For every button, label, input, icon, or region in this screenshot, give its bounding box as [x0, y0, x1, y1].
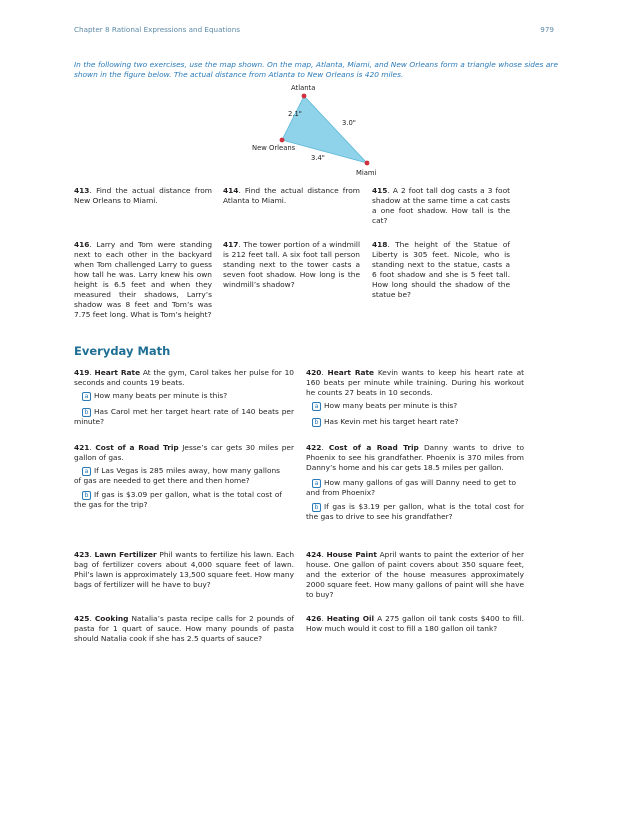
exercise-number: 419 [74, 368, 90, 377]
exercise-number: 417 [223, 240, 239, 249]
exercise-text: A 2 foot tall dog casts a 3 foot shadow at the same time a cat casts a one foot shadow. How tall is the cat? [372, 186, 510, 225]
subpart-a [306, 401, 524, 411]
exercise-number: 424 [306, 550, 322, 559]
exercise-text: Jesse’s car gets 30 miles per gallon of gas. [74, 443, 294, 462]
intro-instructions: In the following two exercises, use the map shown. On the map, Atlanta, Miami, and New Orleans form a triangle whose sides are shown in the figure below. The actual distance from Atlanta to New Orleans is 420 miles. [74, 60, 558, 80]
subpart-b [74, 407, 294, 427]
exercise-title: Cost of a Road Trip [95, 443, 179, 452]
chapter-header: Chapter 8 Rational Expressions and Equations [74, 25, 240, 34]
subpart-a-label: a [82, 467, 91, 476]
subpart-text: How many beats per minute is this? [94, 391, 228, 400]
exercise-title: Cost of a Road Trip [328, 443, 419, 452]
exercise-text: Kevin wants to keep his heart rate at 160 beats per minute while training. During his workout he counts 27 beats in 10 seconds. [306, 368, 525, 397]
exercise-text: Find the actual distance from New Orleans to Miami. [74, 186, 212, 205]
exercise-text: Phil wants to fertilize his lawn. Each bag of fertilizer covers about 4,000 square feet of lawn. Phil’s lawn is approximately 13,500 square feet. How many bags of fertilizer will he have to buy? [74, 550, 295, 589]
exercise-415: 415. A 2 foot tall dog casts a 3 foot shadow at the same time a cat casts a one foot shadow. How tall is the cat? [372, 186, 510, 225]
exercise-title: Cooking [94, 614, 129, 623]
new-orleans-point [280, 138, 285, 143]
exercise-423: 423. Lawn Fertilizer Phil wants to fertilize his lawn. Each bag of fertilizer covers about 4,000 square feet of lawn. Phil’s lawn is approximately 13,500 square feet. How many bags of fertilizer will he have to buy? [74, 550, 295, 589]
page-number: 979 [540, 25, 554, 34]
exercise-413: 413. Find the actual distance from New Orleans to Miami. [74, 186, 212, 205]
exercise-number: 413 [74, 186, 90, 195]
exercise-422: 422. Cost of a Road Trip Danny wants to drive to Phoenix to see his grandfather. Phoenix is 370 miles from Danny’s home and his car gets 18.5 miles per gallon. a How many gallons of gas will Danny need to get to and from Phoenix? b If gas is $3.19 per gallon, what is the total cost for the gas to drive to see his grandfather? [306, 443, 524, 521]
exercise-419: 419. Heart Rate At the gym, Carol takes her pulse for 10 seconds and counts 19 beats. a How many beats per minute is this? b Has Carol met her target heart rate of 140 beats per minute? [74, 368, 294, 426]
subpart-text: How many beats per minute is this? [324, 401, 458, 410]
side-b-label: 3.0" [342, 119, 356, 127]
exercise-title: Heating Oil [326, 614, 375, 623]
exercise-text: Danny wants to drive to Phoenix to see his grandfather. Phoenix is 370 miles from Danny’s home and his car gets 18.5 miles per gallon. [306, 443, 524, 472]
exercise-416: 416. Larry and Tom were standing next to each other in the backyard when Tom challenged Larry to guess how tall he was. Larry knew his own height is 6.5 feet and when they measured their shadows, Larry’s shadow was 8 feet and Tom’s was 7.75 feet long. What is Tom’s height? [74, 240, 213, 319]
exercise-title: Heart Rate [327, 368, 375, 377]
exercise-420: 420. Heart Rate Kevin wants to keep his heart rate at 160 beats per minute while training. During his workout he counts 27 beats in 10 seconds. a How many beats per minute is this? b Has Kevin met his target heart rate? [306, 368, 525, 426]
exercise-426: 426. Heating Oil A 275 gallon oil tank costs $400 to fill. How much would it cost to fill a 180 gallon oil tank? [306, 614, 524, 633]
subpart-b-label: b [312, 503, 321, 512]
exercise-text: At the gym, Carol takes her pulse for 10 seconds and counts 19 beats. [74, 368, 294, 387]
exercise-title: Heart Rate [94, 368, 141, 377]
atlanta-label: Atlanta [291, 84, 316, 92]
subpart-a [306, 478, 524, 498]
exercise-number: 414 [223, 186, 239, 195]
subpart-b-label: b [82, 408, 91, 417]
subpart-a [74, 391, 294, 401]
section-title: Everyday Math [74, 344, 171, 358]
subpart-b [74, 490, 294, 510]
exercise-text: A 275 gallon oil tank costs $400 to fill. How much would it cost to fill a 180 gallon oil tank? [306, 614, 524, 633]
subpart-text: If gas is $3.19 per gallon, what is the total cost for the gas to drive to see his grandfather? [306, 502, 524, 521]
exercise-text: Larry and Tom were standing next to each other in the backyard when Tom challenged Larry to guess how tall he was. Larry knew his own height is 6.5 feet and when they measured their shadows, Larry’s shadow was 8 feet and Tom’s was 7.75 feet long. What is Tom’s height? [74, 240, 213, 319]
atlanta-point [302, 94, 307, 99]
triangle-shape [282, 96, 367, 163]
exercise-number: 425 [74, 614, 90, 623]
subpart-text: If Las Vegas is 285 miles away, how many gallons of gas are needed to get there and then home? [74, 466, 280, 485]
exercise-number: 418 [372, 240, 388, 249]
exercise-text: The tower portion of a windmill is 212 feet tall. A six foot tall person standing next to the tower casts a seven foot shadow. How long is the windmill’s shadow? [223, 240, 360, 289]
subpart-text: Has Kevin met his target heart rate? [324, 417, 459, 426]
subpart-a-label: a [312, 479, 321, 488]
exercise-number: 421 [74, 443, 90, 452]
exercise-number: 422 [306, 443, 322, 452]
side-a-label: 2.1" [288, 110, 302, 118]
subpart-text: If gas is $3.09 per gallon, what is the total cost of the gas for the trip? [74, 490, 282, 509]
subpart-a-label: a [312, 402, 321, 411]
exercise-number: 420 [306, 368, 322, 377]
new-orleans-label: New Orleans [252, 144, 296, 152]
subpart-b [306, 417, 524, 427]
exercise-number: 415 [372, 186, 388, 195]
exercise-title: House Paint [326, 550, 377, 559]
exercise-414: 414. Find the actual distance from Atlanta to Miami. [223, 186, 360, 205]
exercise-417: 417. The tower portion of a windmill is 212 feet tall. A six foot tall person standing next to the tower casts a seven foot shadow. How long is the windmill’s shadow? [223, 240, 360, 289]
exercise-text: April wants to paint the exterior of her house. One gallon of paint covers about 350 square feet, and the exterior of the house measures approximately 2000 square feet. How many gallons of paint will she have to buy? [306, 550, 525, 599]
exercise-421: 421. Cost of a Road Trip Jesse’s car gets 30 miles per gallon of gas. a If Las Vegas is 285 miles away, how many gallons of gas are needed to get there and then home? b If gas is $3.09 per gallon, what is the total cost of the gas for the trip? [74, 443, 294, 509]
exercise-number: 416 [74, 240, 90, 249]
subpart-text: Has Carol met her target heart rate of 140 beats per minute? [74, 407, 294, 426]
subpart-text: How many gallons of gas will Danny need to get to and from Phoenix? [306, 478, 516, 497]
side-c-label: 3.4" [311, 154, 325, 162]
exercise-number: 423 [74, 550, 90, 559]
exercise-title: Lawn Fertilizer [94, 550, 157, 559]
map-triangle-figure [240, 80, 390, 180]
subpart-a [74, 466, 294, 486]
subpart-a-label: a [82, 392, 91, 401]
subpart-b-label: b [312, 418, 321, 427]
miami-point [365, 161, 370, 166]
exercise-number: 426 [306, 614, 322, 623]
exercise-text: Natalia’s pasta recipe calls for 2 pounds of pasta for 1 quart of sauce. How many pounds of pasta should Natalia cook if she has 2.5 quarts of sauce? [74, 614, 294, 643]
exercise-text: The height of the Statue of Liberty is 305 feet. Nicole, who is standing next to the statue, casts a 6 foot shadow and she is 5 feet tall. How long should the shadow of the statue be? [372, 240, 510, 299]
miami-label: Miami [356, 169, 377, 177]
exercise-424: 424. House Paint April wants to paint the exterior of her house. One gallon of paint covers about 350 square feet, and the exterior of the house measures approximately 2000 square feet. How many gallons of paint will she have to buy? [306, 550, 525, 599]
subpart-b [306, 502, 524, 522]
exercise-425: 425. Cooking Natalia’s pasta recipe calls for 2 pounds of pasta for 1 quart of sauce. How many pounds of pasta should Natalia cook if she has 2.5 quarts of sauce? [74, 614, 294, 643]
exercise-418: 418. The height of the Statue of Liberty is 305 feet. Nicole, who is standing next to the statue, casts a 6 foot shadow and she is 5 feet tall. How long should the shadow of the statue be? [372, 240, 510, 299]
subpart-b-label: b [82, 491, 91, 500]
exercise-text: Find the actual distance from Atlanta to Miami. [223, 186, 360, 205]
